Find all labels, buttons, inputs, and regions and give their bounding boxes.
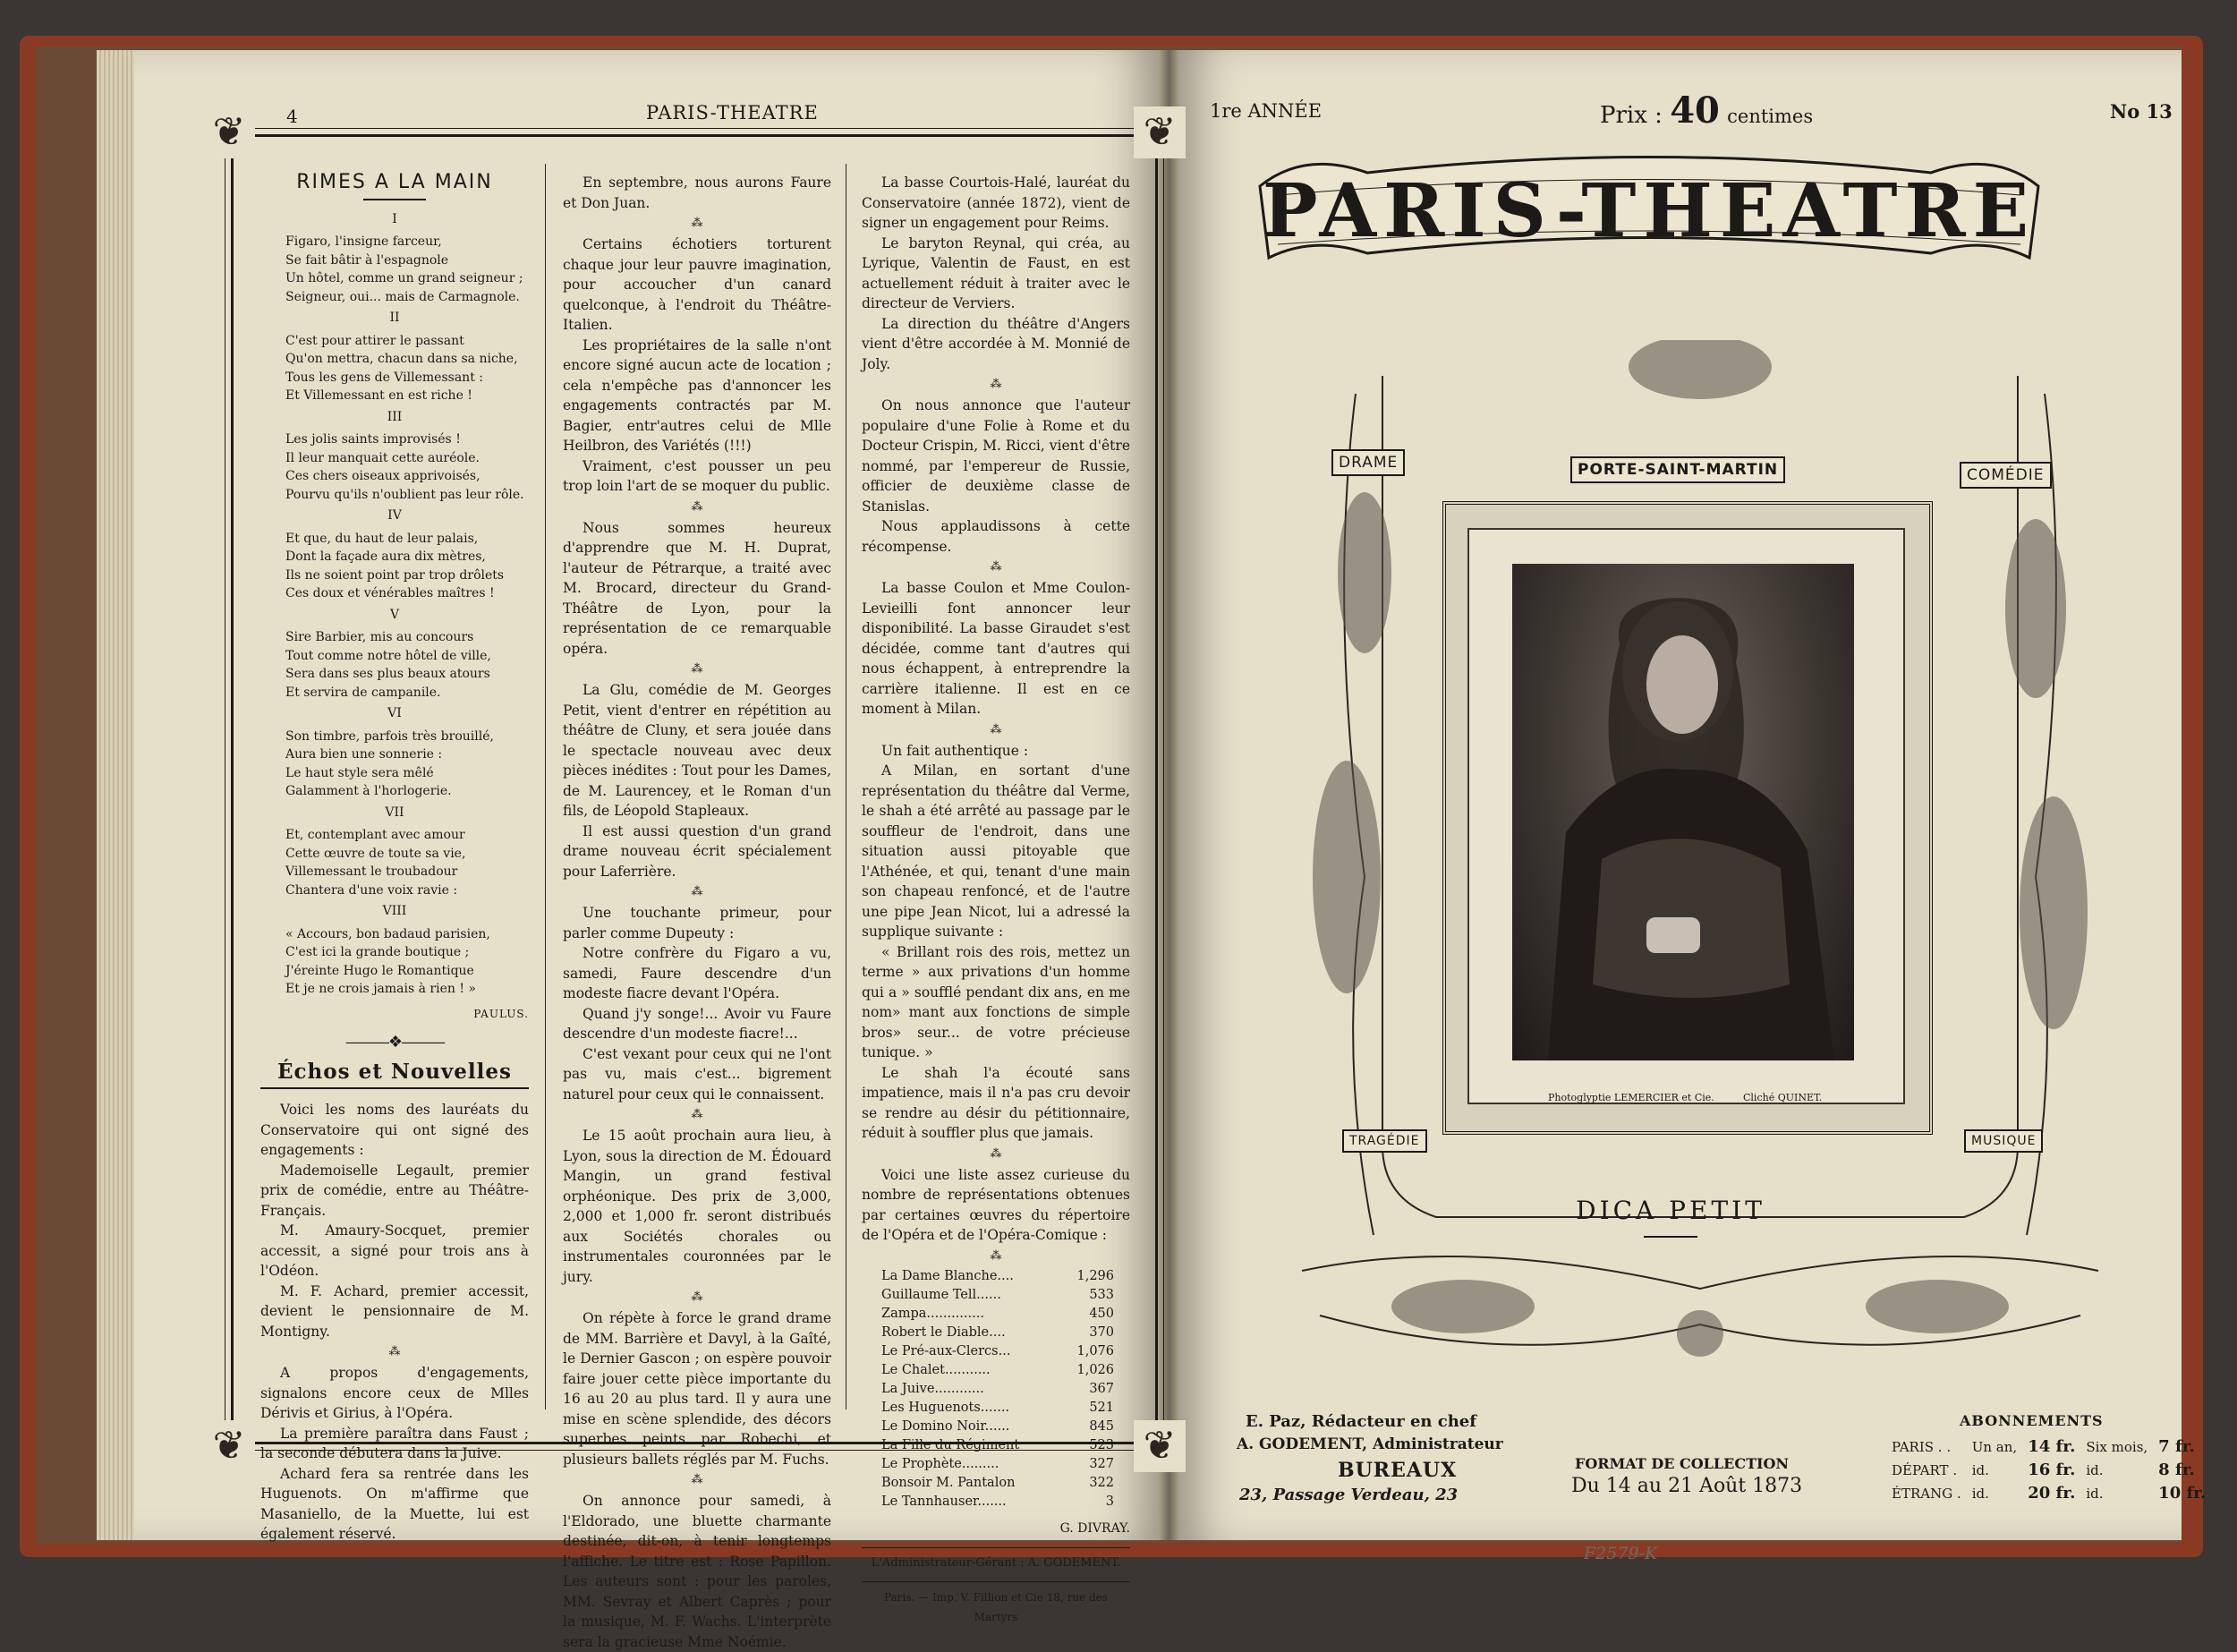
separator-asterism: ⁂ (990, 1146, 1002, 1161)
verse-line: Se fait bâtir à l'espagnole (285, 252, 449, 268)
paragraph: M. F. Achard, premier accessit, devient le pensionnaire de M. Montigny. (260, 1282, 529, 1340)
performance-count: 1,076 (1076, 1343, 1114, 1358)
opera-title: Le Tannhauser....... (881, 1494, 1007, 1509)
table-row (881, 1474, 1114, 1493)
stanza-number: IV (387, 508, 402, 523)
representations-table (881, 1267, 1114, 1511)
opera-title: La Juive............ (881, 1381, 984, 1396)
paragraph: Voici les noms des lauréats du Conservatoire qui ont signé des engagements : (260, 1102, 529, 1158)
paragraph: On répète à force le grand drame de MM. Barrière et Davyl, à la Gaîté, le Dernier Gascon ; on espère pouvoir faire jouer cette pièce importante du 16 au 20 au plus tard. Il y aura une mise en scène splendide, des décors superbes peints par Robechi, et plusieurs ballets réglés par M. Fuchs. (563, 1310, 831, 1468)
performance-count: 450 (1089, 1306, 1114, 1321)
subscription-price: 16 fr. (2028, 1460, 2076, 1479)
stanza-number: III (387, 409, 403, 424)
opera-title: Bonsoir M. Pantalon (881, 1475, 1016, 1490)
stanza-number: V (389, 607, 400, 622)
paragraph: Quand j'y songe!... Avoir vu Faure descendre d'un modeste fiacre!... (563, 1005, 831, 1042)
verse-line: Cette œuvre de toute sa vie, (285, 846, 466, 861)
performance-count: 521 (1089, 1400, 1114, 1415)
column-3 (862, 173, 1130, 1628)
stanza-number: VII (385, 805, 404, 820)
verse-line: « Accours, bon badaud parisien, (285, 926, 490, 941)
verse-line: Sera dans ses plus beaux atours (285, 667, 490, 681)
poem-signature: PAULUS. (473, 1007, 529, 1020)
author-signature: G. DIVRAY. (1059, 1520, 1130, 1536)
verse-line: Et que, du haut de leur palais, (285, 531, 479, 546)
title-rule (363, 199, 426, 200)
book-gutter (1159, 50, 1179, 1540)
verse-line: Figaro, l'insigne farceur, (285, 234, 442, 249)
label-musique: MUSIQUE (1964, 1129, 2043, 1153)
table-row (881, 1380, 1114, 1399)
stanza (260, 826, 529, 899)
opera-title: Les Huguenots....... (881, 1400, 1010, 1415)
verse-line: Un hôtel, comme un grand seigneur ; (285, 271, 523, 285)
photo-credit: Photoglyptie LEMERCIER et Cie. (1548, 1092, 1714, 1103)
separator-asterism: ⁂ (691, 662, 703, 676)
separator-asterism: ⁂ (990, 560, 1002, 574)
separator-asterism: ⁂ (990, 1248, 1002, 1263)
echos-title: Échos et Nouvelles (277, 1059, 512, 1084)
administrator-credit: A. GODEMENT, Administrateur (1237, 1435, 1503, 1453)
verse-line: Ces doux et vénérables maîtres ! (285, 586, 495, 600)
subscriptions-title: ABONNEMENTS (1960, 1412, 2104, 1429)
table-row (881, 1305, 1114, 1324)
table-row (881, 1399, 1114, 1418)
stanza (260, 233, 529, 306)
paragraph: A propos d'engagements, signalons encore ceux de Mlles Dérivis et Girius, à l'Opéra. (260, 1365, 529, 1421)
masthead-title: PARIS-THEATRE (1262, 168, 2037, 254)
stanza-number: I (392, 211, 397, 226)
verse-line: Villemessant le troubadour (285, 864, 458, 879)
stanza (260, 728, 529, 801)
actress-name: DICA PETIT (1576, 1196, 1765, 1225)
opera-title: Zampa.............. (881, 1306, 984, 1321)
paragraph: On annonce pour samedi, à l'Eldorado, une bluette charmante destinée, dit-on, à tenir longtemps l'affiche. Le titre est : Rose Papillon. Les auteurs sont : pour les paroles, MM. Sevray et Albert Caprès ; pour la musique, M. F. Wachs. L'interprète sera la gracieuse Mme Noémie. (563, 1493, 831, 1650)
paragraph: Voici une liste assez curieuse du nombre de représentations obtenues par certaines œuvres du répertoire de l'Opéra et de l'Opéra-Comique : (862, 1166, 1130, 1243)
poem (260, 209, 529, 999)
echos-text (260, 1100, 529, 1341)
verse-line: Chantera d'une voix ravie : (285, 882, 458, 898)
page-edges (97, 50, 136, 1540)
subscription-price: 20 fr. (2028, 1484, 2076, 1503)
table-row (881, 1455, 1114, 1474)
performance-count: 367 (1089, 1381, 1114, 1396)
table-row (881, 1342, 1114, 1361)
price-label: Prix : (1600, 102, 1663, 129)
subscription-period: id. (1971, 1462, 1989, 1478)
paragraph: La basse Coulon et Mme Coulon-Levieilli font annoncer leur disponibilité. La basse Giraudet s'est décidée, comme tant d'autres qui nous échappent, à entreprendre la carrière italienne. Il est en ce moment à Milan. (862, 580, 1130, 717)
performance-count: 1,026 (1076, 1362, 1114, 1377)
performance-count: 523 (1089, 1437, 1114, 1452)
table-row (881, 1267, 1114, 1286)
masthead (1251, 132, 2047, 285)
verse-line: Ils ne soient point par trop drôlets (285, 567, 505, 583)
label-tragedie: TRAGÉDIE (1342, 1129, 1427, 1153)
opera-title: Le Chalet........... (881, 1362, 991, 1377)
paragraph: « Brillant rois des rois, mettez un terme » aux privations d'un homme qui a » soufflé pendant dix ans, en me nom» mant aux fonctions de simple bros» seur... de votre précieuse tunique. » (862, 943, 1130, 1060)
verse-line: Et, contemplant avec amour (285, 828, 465, 842)
rimes-title: RIMES A LA MAIN (296, 171, 493, 193)
separator-asterism: ⁂ (990, 722, 1002, 737)
separator-asterism: ⁂ (990, 378, 1002, 391)
column-divider (545, 164, 546, 1409)
verse-line: Les jolis saints improvisés ! (285, 432, 461, 447)
table-row (881, 1493, 1114, 1511)
price-value: 40 (1670, 89, 1720, 132)
paragraph: C'est vexant pour ceux qui ne l'ont pas vu, mais c'est... bigrement naturel pour ceux qui le connaissent. (563, 1045, 831, 1103)
paragraph: La direction du théâtre d'Angers vient d'être accordée à M. Monnié de Joly. (862, 315, 1130, 372)
verse-line: Et servira de campanile. (285, 685, 441, 700)
paragraph: Les propriétaires de la salle n'ont encore signé aucun acte de location ; cela n'empêche pas d'annoncer les engagements contractés par M. Bagier, entr'autres celui de Mlle Heilbron, des Variétés (!!!) (563, 336, 831, 454)
performance-count: 533 (1089, 1287, 1114, 1302)
bureaux-label: BUREAUX (1338, 1459, 1458, 1482)
paragraph: Nous sommes heureux d'apprendre que M. H. Duprat, l'auteur de Pétrarque, a traité avec M. Brocard, directeur du Grand-Théâtre de Lyon, pour la représentation de ce remarquable opéra. (563, 519, 831, 657)
label-comedie: COMÉDIE (1960, 462, 2052, 489)
subscription-region: DÉPART . (1892, 1462, 1958, 1478)
verse-line: Ces chers oiseaux apprivoisés, (285, 469, 481, 483)
corner-ornament-icon: ❦ (203, 1420, 255, 1472)
paragraph: Mademoiselle Legault, premier prix de comédie, entre au Théâtre-Français. (260, 1162, 529, 1219)
stanza-number: II (389, 311, 400, 325)
page-number: 4 (286, 106, 298, 127)
paragraph: Nous applaudissons à cette récompense. (862, 518, 1130, 555)
table-row (881, 1418, 1114, 1436)
running-head: PARIS-THEATRE (646, 102, 819, 123)
echos-rule (260, 1087, 529, 1089)
opera-title: Robert le Diable.... (881, 1324, 1006, 1340)
verse-line: Et je ne crois jamais à rien ! » (285, 982, 476, 996)
subscription-price: 14 fr. (2028, 1437, 2076, 1456)
ornamental-rule: ———❖——— (344, 1033, 445, 1052)
issue-number: No 13 (2110, 100, 2173, 123)
verse-line: Seigneur, oui... mais de Carmagnole. (285, 289, 520, 304)
paragraph: La Glu, comédie de M. Georges Petit, vient d'entrer en répétition au théâtre de Cluny, et sera jouée dans le spectacle nouveau avec deux pièces inédites : Tout pour les Dames, de M. Laurencey, et le Roman d'un fils, de Léopold Stapleaux. (563, 682, 831, 819)
separator-asterism: ⁂ (691, 1473, 703, 1486)
paragraph: La basse Courtois-Halé, lauréat du Conservatoire (année 1872), vient de signer un engagement pour Reims. (862, 175, 1130, 231)
table-row (881, 1286, 1114, 1305)
price (1600, 89, 1813, 132)
verse-line: Pourvu qu'ils n'oublient pas leur rôle. (285, 487, 524, 502)
stanza (260, 925, 529, 999)
verse-line: C'est ici la grande boutique ; (285, 945, 470, 959)
verse-line: Galamment à l'horlogerie. (285, 784, 452, 798)
name-rule (1644, 1236, 1697, 1238)
printer-imprint: Paris. — Imp. V. Fillion et Cie 18, rue des Martyrs (862, 1581, 1130, 1628)
separator-asterism: ⁂ (691, 1290, 703, 1304)
paragraph: Il est aussi question d'un grand drame nouveau écrit spécialement pour Laferrière. (563, 822, 831, 880)
label-theatre: PORTE-SAINT-MARTIN (1570, 456, 1785, 483)
verse-line: C'est pour attirer le passant (285, 333, 464, 348)
paragraph: Le 15 août prochain aura lieu, à Lyon, sous la direction de M. Édouard Mangin, un grand festival orphéonique. Des prix de 3,000, 2,000 et 1,000 fr. seront distribués aux Sociétés chorales ou instrumentales couronnées par le jury. (563, 1128, 831, 1285)
subscription-region: ÉTRANG . (1892, 1486, 1961, 1502)
corner-ornament-icon: ❦ (1134, 1420, 1186, 1472)
separator-asterism: ⁂ (691, 885, 703, 898)
paragraph: En septembre, nous aurons Faure et Don Juan. (563, 175, 831, 211)
subscription-price: 10 fr. (2158, 1484, 2207, 1503)
verse-line: Il leur manquait cette auréole. (285, 450, 480, 465)
verse-line: Tout comme notre hôtel de ville, (285, 648, 491, 663)
verse-line: Tous les gens de Villemessant : (285, 370, 483, 385)
actress-name-box (1532, 1181, 1809, 1262)
separator-asterism: ⁂ (691, 217, 703, 230)
price-unit: centimes (1727, 106, 1814, 127)
table-row (881, 1324, 1114, 1342)
verse-line: Son timbre, parfois très brouillé, (285, 728, 494, 744)
verse-line: Qu'on mettra, chacun dans sa niche, (285, 352, 518, 366)
corner-ornament-icon: ❦ (203, 106, 255, 158)
paragraph: Certains échotiers torturent chaque jour leur pauvre imagination, pour accoucher d'un canard quelconque, à l'endroit du Théâtre-Italien. (563, 236, 831, 333)
issue-dates: Du 14 au 21 Août 1873 (1571, 1475, 1803, 1497)
table-row (881, 1436, 1114, 1455)
table-row (1886, 1459, 2211, 1482)
portrait-icon (1512, 564, 1854, 1060)
subscription-price: 8 fr. (2158, 1460, 2195, 1479)
column-1 (260, 173, 529, 1545)
stanza (260, 430, 529, 504)
opera-title: Le Domino Noir...... (881, 1418, 1010, 1434)
editor-line: E. Paz, Rédacteur en chef (1246, 1412, 1476, 1431)
label-drame: DRAME (1331, 449, 1405, 476)
pencil-note: F2579-K (1584, 1544, 1658, 1563)
paragraph: On nous annonce que l'auteur populaire d'une Folie à Rome et du Docteur Crispin, M. Ricci, vient d'être nommé, par l'empereur de Russie, officier de deuxième classe de Stanislas. (862, 397, 1130, 515)
separator-asterism: ⁂ (388, 1345, 401, 1358)
stanza-number: VIII (382, 904, 407, 918)
performance-count: 845 (1089, 1418, 1114, 1434)
subscription-period: id. (2086, 1462, 2104, 1478)
portrait-photograph (1512, 564, 1854, 1060)
paragraph: Achard fera sa rentrée dans les Huguenots. On m'affirme que Masaniello, de la Muette, lui est également réservé. (260, 1465, 529, 1542)
paragraph: A Milan, en sortant d'une représentation du théâtre dal Verme, le shah a été arrêté au passage par le souffleur de l'endroit, dans une situation aussi pitoyable que l'Athénée, et qui, tenant d'une main son chapeau renfoncé, et de l'autre une pipe Jean Nicot, lui a adressé la supplique suivante : (862, 762, 1130, 940)
paragraph: Notre confrère du Figaro a vu, samedi, Faure descendre d'un modeste fiacre devant l'Opéra. (563, 945, 831, 1001)
paragraph: Vraiment, c'est pousser un peu trop loin l'art de se moquer du public. (563, 457, 831, 494)
table-row (881, 1361, 1114, 1380)
column-2 (563, 173, 831, 1652)
performance-count: 1,296 (1076, 1268, 1114, 1283)
collection-format: FORMAT DE COLLECTION (1575, 1455, 1790, 1472)
subscription-period: id. (1971, 1486, 1989, 1502)
corner-ornament-icon: ❦ (1134, 106, 1186, 158)
separator-asterism: ⁂ (691, 499, 703, 514)
verse-line: Aura bien une sonnerie : (285, 747, 443, 762)
opera-title: La Fille du Régiment (881, 1437, 1020, 1452)
stanza (260, 530, 529, 603)
performance-count: 327 (1089, 1456, 1114, 1471)
paragraph: Une touchante primeur, pour parler comme Dupeuty : (563, 905, 831, 941)
opera-title: Le Prophète......... (881, 1456, 999, 1471)
subscriptions-table (1886, 1435, 2211, 1505)
subscription-period: Six mois, (2086, 1439, 2148, 1455)
stanza (260, 332, 529, 405)
verse-line: Dont la façade aura dix mètres, (285, 549, 486, 564)
performance-count: 370 (1089, 1324, 1114, 1340)
paragraph: Le shah l'a écouté sans impatience, mais il n'a pas cru devoir se rendre au désir du pétitionnaire, réduit à souffler plus que jamais. (862, 1064, 1130, 1141)
administrator-line: L'Administrateur-Gérant : A. GODEMENT. (862, 1547, 1130, 1574)
verse-line: Et Villemessant en est riche ! (285, 388, 472, 403)
paragraph: Le baryton Reynal, qui créa, au Lyrique, Valentin de Faust, en est actuellement réduit à traiter avec le directeur de Verviers. (862, 234, 1130, 311)
performance-count: 3 (1105, 1494, 1114, 1509)
verse-line: J'éreinte Hugo le Romantique (285, 963, 474, 978)
photo-credit-right: Cliché QUINET. (1743, 1092, 1823, 1103)
separator-asterism: ⁂ (691, 1108, 703, 1121)
paragraph: La première paraîtra dans Faust ; la seconde débutera dans la Juive. (260, 1425, 529, 1461)
stanza (260, 628, 529, 702)
opera-title: Le Pré-aux-Clercs... (881, 1343, 1011, 1358)
stanza-number: VI (387, 706, 402, 720)
subscription-period: id. (2086, 1486, 2104, 1502)
subscription-price: 7 fr. (2158, 1437, 2195, 1456)
verse-line: Le haut style sera mêlé (285, 765, 434, 780)
table-row (1886, 1435, 2211, 1459)
opera-title: La Dame Blanche.... (881, 1268, 1014, 1283)
opera-title: Guillaume Tell...... (881, 1287, 1001, 1302)
echos-text (260, 1363, 529, 1545)
subscription-period: Un an, (1971, 1439, 2018, 1455)
paragraph: Un fait authentique : (881, 742, 1029, 759)
paragraph: M. Amaury-Socquet, premier accessit, a signé pour trois ans à l'Odéon. (260, 1222, 529, 1279)
subscription-region: PARIS . . (1892, 1439, 1952, 1455)
bureaux-address: 23, Passage Verdeau, 23 (1239, 1486, 1459, 1504)
table-row (1886, 1482, 2211, 1505)
year-label: 1re ANNÉE (1210, 100, 1323, 122)
performance-count: 322 (1089, 1475, 1114, 1490)
verse-line: Sire Barbier, mis au concours (285, 630, 474, 644)
